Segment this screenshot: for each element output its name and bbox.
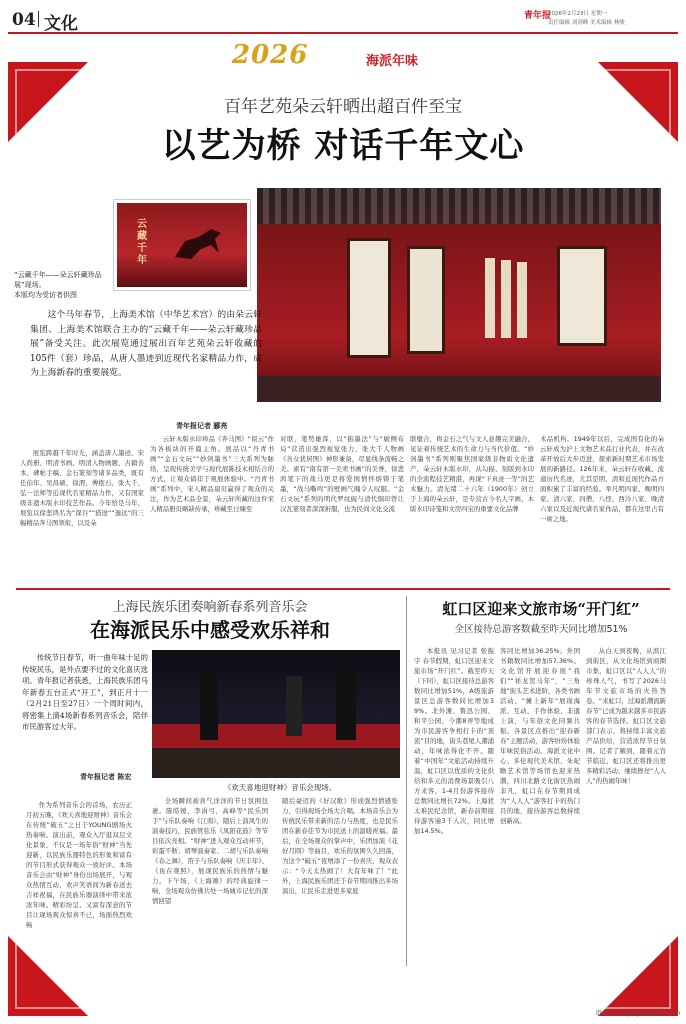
story2-col-3: 随后豪迈的《好汉歌》形成强烈情感张力，引得现场全场大合唱。本场音乐会为传统民乐带来新的活力与热度，也是民乐团在新春佳节为市民送上的温暖祝福。最后，在全场观众的掌声中，乐团加演《花好月圆》等曲目，欢乐的氛围久久回荡，为这个“破五”夜增添了一份喜庆，观众表示：“今天太热闹了！大有年味了！”此外，上海民族乐团还于春节期间推出多场演出，让民乐走进更多家庭 — [282, 797, 398, 895]
story1-byline: 青年报记者 郦亮 — [176, 422, 228, 430]
header-divider — [38, 11, 39, 27]
ceiling-lights — [257, 188, 661, 224]
story2-col-1: 作为系列音乐会的首场，农历正月初五晚，《欢天喜地迎财神》音乐会在传统“破五”之日于YOUNG剧场火热奏响。演出前，观众入厅逛双层文化景象，不仅是一场年俗“财神”当先迎新，以民族乐器特色的形象和富有的节目形式获得观众一致好评。本场音乐会由“财神”身份出场展开，与观众热情互动，欢声笑语间为新春送去吉祥祝福，在民族乐器演绎中带来浓浓年味。精彩纷呈、又富有深意的节目让现场观众惊喜不已，场面热烈欢畅 — [26, 801, 132, 929]
story3-col-3: 从白天到夜晚，从滨江到街区，从文化场馆到商圈市集，虹口区以“人人人”的珍珠人气，书写了2026马年节文旅市场的火热答卷。“来虹口，过海派潮流新春节”已成为越来越多市民游客的春节选择。虹口区文旅部门表示，将持续丰富文旅产品供给，营造浓厚节日氛围。记者了解到，随着元宵节临近，虹口区还将推出更多精彩活动，继续擦亮“人人人”的热闹年味！ — [586, 647, 666, 785]
performer-left — [200, 670, 218, 740]
corner-ornament-bottom-left — [8, 936, 88, 1016]
page-header — [8, 6, 678, 34]
column-divider — [406, 596, 407, 966]
story3-col-2: 客同比增加36.25%；外国书籍数同比增加57.36%。文化馆开展迎春展“我们”“祥龙贺马年”，“三角地”街头艺术进阶，各类书画活动、“摊上新年”展现海派、互动、手作体验、非遗上演，与年俗文化同频共振。各景区点推出“迎春新春”主题活动，游客纷纷体验年味民俗活动。海派文化中心、多伦现代美术馆、朱屺瞻艺术馆等场馆也迎来热潮，四川北路文化街区热闹非凡，虹口在春节期间成为“人人人”游客打卡的热门目的地，接待游客总数持续创新高。 — [500, 647, 580, 825]
gallery-main-photo — [257, 188, 661, 402]
story2-kicker: 上海民族乐团奏响新春系列音乐会 — [112, 600, 308, 615]
scroll-painting-1 — [347, 238, 391, 358]
story3-headline: 虹口区迎来文旅市场“开门红” — [442, 600, 640, 618]
scroll-painting-2 — [407, 246, 445, 354]
story1-kicker: 百年艺苑朵云轩晒出超百件至宝 — [224, 97, 462, 117]
footer-contact: 联系我们 qnbyw@163.com — [596, 1009, 681, 1017]
story1-col-4: 联璧合，将金石之气与文人意趣完美融合，见证着传统艺术的生命力与当代价值。“妙剑墨书”系列则聚焦国家级非物质文化遗产，朵云轩木版水印，从勾描、刻版到水印的全流程技艺精湛，再现“下真迹一等”的艺术魅力。清光绪二十六年（1900年）创立于上海的朵云轩，是专营古今名人字画、木版水印诗笺和文房四宝的重要文化品牌 — [410, 435, 534, 513]
story1-col-1: 展览跨越千年时光，涵盖唐人墨迹、宋人尚册、明清书画、明清人物画题、古籍善本、碑帖手稿、金石篆刻等诸多品类，既有任伯年、吴昌硕、徐渭、傅抱石、张大千、弘一法师等近现代名家精品力作，又有国家级非遗木版水印技艺作品。今年恰是马年，展览以徐悲鸿名为“深谷”“猎途”“逸远”的三幅精品奔马图领衔，以及朵 — [20, 449, 144, 527]
concert-photo — [152, 650, 400, 778]
scroll-painting-5 — [517, 262, 527, 338]
story1-headline: 以艺为桥 对话千年文心 — [161, 126, 525, 166]
exhibition-poster-photo — [114, 200, 250, 290]
section-divider — [16, 588, 670, 590]
story2-headline: 在海派民乐中感受欢乐祥和 — [90, 618, 330, 642]
story1-col-5: 术品机构。1949年以后，完成国有化的朵云轩成为沪上文物艺术品行业代表，并在改革开放后大步迈进，探索新时期艺术市场发展的新路径。126年来，朵云轩在收藏、流通历代名迹，尤其是明、清和近现代作品方面积累了丰富的经验。举凡明四家、晚明四家、清六家、四僧、八怪、西泠八家、晚清六家以及近现代诸名家作品，都在这里占有一席之地。 — [540, 435, 664, 523]
story1-col-3: 对联，笔势雄浑，以“振墨法”与“皴侧布局”营造出强烈视觉张力，张大千人物画《善女犹居图》神形兼备，尽显线条流畅之美。素有“南有第一美卖书画”的美誉，徐悲鸿笔下的战马更是将爱国情怀熔铸于笔墨，“战马嘶鸣”的壁画气魄令人叹服。“金石文玩”系列的明代罗纹砚与清代铜印曾让汉瓦篆刻者深深折服，也为民间文化交流 — [280, 435, 404, 513]
corner-ornament-bottom-right — [596, 936, 681, 1017]
horse-scroll-painting — [557, 246, 607, 346]
poster-title: 云藏千年 — [137, 219, 147, 266]
story2-intro: 传统节日春节，听一曲年味十足的传统民乐，是外点要不过的文化喜庆选项。青年报记者获悉，上海民族乐团马年新春五台正式“开工”，到正月十一（2月21日至27日）一个周时间内，将密集上演4场新春系列音乐会，陪伴市民游客过大年。 — [22, 653, 148, 731]
orchestra-red-costumes — [152, 724, 400, 748]
year-logo: 2026 — [232, 40, 309, 70]
performer-center — [286, 676, 302, 736]
story2-col-2: 全场瞬间被喜气洋洋的节日氛围包裹。陈皓媛、李涓弓、高峰等“民乐国手”与乐队奏响《江南》，随后上演风生的演奏技巧，民族管弦乐《凤阳花鼓》等节目依次亮相。“财神”进入观众互动环节，彩蛋不断；胡琴演奏家、二胡与乐队奏响《春之舞》，笛子与乐队奏响《庆丰年》、《鱼在观照》，展现民族乐的热情与魅力。下午场，《上海滩》的经典旋律一响，全场观众仿佛共处一场城市记忆的深情回望 — [152, 797, 268, 905]
brand-logo: 青年报 — [524, 11, 552, 21]
header-editors: 责任编辑 刘剑峰 美术编辑 林骏 — [548, 20, 625, 26]
stage-floor — [152, 750, 400, 778]
photo-caption-text: “云藏千年——朵云轩藏珍品展”现场。 — [14, 271, 102, 289]
horse-painting-icon — [171, 223, 231, 267]
story1-lead: 这个马年春节，上海美术馆（中华艺术宫）的由朵云轩集团、上海美术馆联合主办的“云藏千年——朵云轩藏珍品展”备受关注。此次展览通过展出百年艺苑朵云轩收藏的105件（套）珍品，从唐人墨迹到近现代名家精品力作，成为上海新春的重要展览。 — [30, 310, 262, 378]
concert-caption: 《欢天喜地迎财神》音乐会现场。 — [223, 783, 337, 792]
story3-subhead: 全区接待总游客数截至昨天同比增加51% — [454, 624, 628, 635]
section-title: 文化 — [44, 14, 78, 34]
photo-credit: 本版均为受访者供图 — [14, 291, 77, 299]
story2-byline: 青年报记者 陈宏 — [80, 773, 132, 781]
story1-col-2: 云轩木版水印珍品《奔马图》“留云”作为各板块的开篇主角。展品以“丹青书画”“金石文玩”“妙剑墨书”三大系列为脉络，呈现传统美学与现代展陈技术相结合的方式，让观众徜徉于观展体验中。“丹青书画”系列中，宋人精品扇页赢得了观众的关注，作为艺术品全景，朵云轩所藏的这件宋人精品册页略缺传承，珍藏至日臻至 — [150, 435, 274, 513]
story3-col-1: 本报讯 见习记者 张振宇 春节假期，虹口区迎来文旅市场“开门红”。截至昨天（下同），虹口区接待总游客数同比增加51%，A级旅游景区总游客数同比增加39%。北外滩、鲁迅公园、和平公园、今潮8弄等地成为市民游客争相打卡的“顶流”目的地，街头巷尾人潮涌动，年味浓得化不开。随着“中国年”文旅活动持续升温，虹口区以优质的文化供给和多元的消费场景吸引八方来客，1-4月份游客接待总数同比增长72%。上海犹太难民纪念馆，新春前期接待游客逾3千人次，同比增加14.5%。 — [414, 647, 494, 835]
banner-tag: 海派年味 — [366, 54, 419, 69]
scroll-painting-4 — [501, 260, 511, 338]
header-date: 2026年2月23日 星期一 — [548, 11, 608, 17]
gallery-floor — [257, 376, 661, 402]
page-number: 04 — [12, 10, 36, 30]
photo-caption — [14, 270, 110, 300]
performer-right — [336, 668, 356, 740]
scroll-painting-3 — [485, 258, 495, 338]
